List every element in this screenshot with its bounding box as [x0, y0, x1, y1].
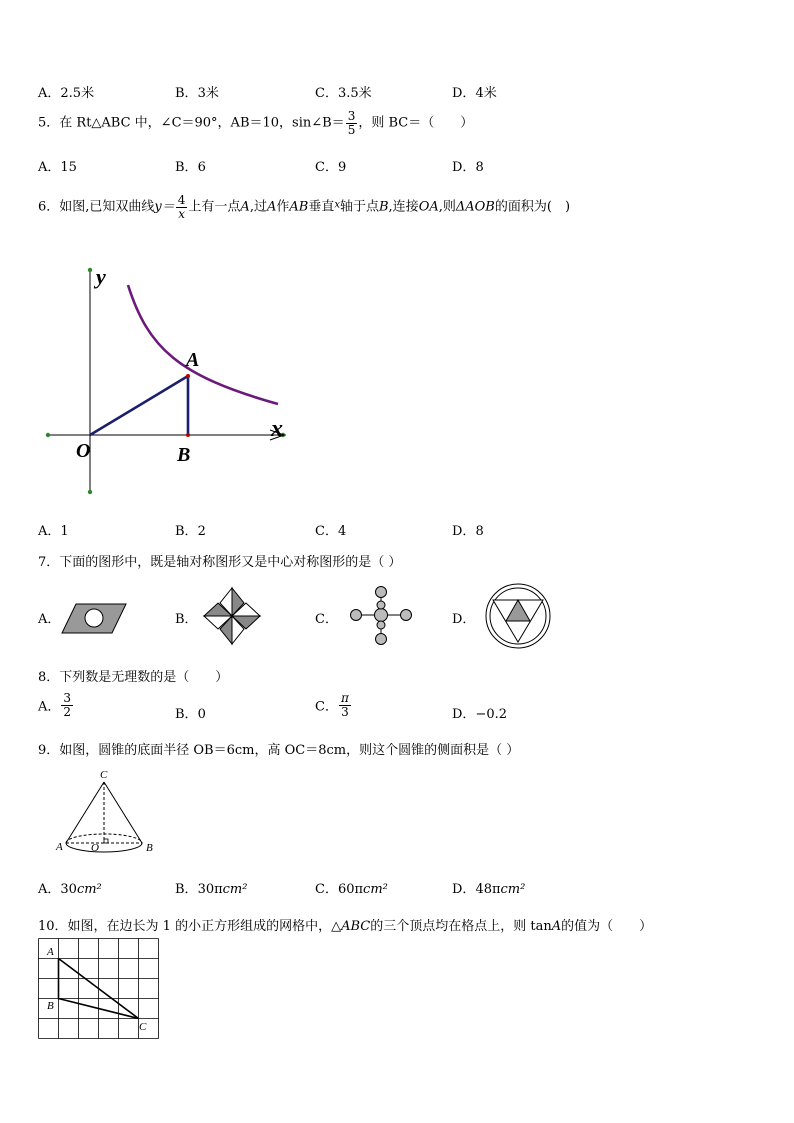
- q6-option-c: C．4: [315, 524, 347, 539]
- q5-option-a: A．15: [38, 160, 77, 175]
- q6-fraction: $\frac{4}{x}$: [177, 193, 186, 221]
- label-c: C: [139, 1021, 147, 1033]
- q5-option-b: B．6: [175, 160, 206, 175]
- hyperbola-curve: [128, 285, 278, 404]
- q7-figure-c: [348, 586, 414, 646]
- q9-option-a: A．30cm²: [38, 882, 102, 897]
- q7-figure-d: [483, 582, 553, 650]
- q7-figure-b: [200, 585, 264, 647]
- q7-option-c-label: C．: [315, 612, 338, 627]
- q5-stem: 5．在 Rt△ABC 中，∠C＝90°，AB＝10，sin∠B＝ $\frac{3}{5}$ ，则 BC＝（ ）: [38, 109, 474, 137]
- label-o: O: [76, 440, 91, 462]
- q8-stem: 8．下列数是无理数的是（ ）: [38, 670, 229, 685]
- q5-fraction: $\frac{3}{5}$: [347, 109, 356, 137]
- q5-option-c: C．9: [315, 160, 347, 175]
- q8-option-b: B．0: [175, 707, 206, 722]
- q4-option-b: B．3米: [175, 86, 219, 101]
- q8-option-c: C． $\frac{\pi}{3}$: [315, 691, 349, 719]
- label-o: O: [91, 842, 99, 854]
- q8-option-d: D．−0.2: [452, 707, 508, 722]
- q7-option-a-label: A．: [38, 612, 61, 627]
- q6-stem: 6．如图,已知双曲线y＝ $\frac{4}{x}$ 上有一点A,过A作AB垂直$^x$轴于点B,连接OA,则ΔAOB的面积为( ): [38, 193, 571, 221]
- right-angle-mark: [104, 839, 108, 843]
- q9-option-b: B．30πcm²: [175, 882, 248, 897]
- label-a: A: [56, 841, 63, 853]
- q6-option-a: A．1: [38, 524, 69, 539]
- label-a: A: [47, 946, 54, 958]
- point-a: [186, 374, 190, 378]
- q9-option-c: C．60πcm²: [315, 882, 388, 897]
- label-a: A: [186, 349, 200, 371]
- q5-option-d: D．8: [452, 160, 484, 175]
- label-b: B: [177, 444, 191, 466]
- q7-option-b-label: B．: [175, 612, 198, 627]
- segment-oa: [90, 376, 188, 435]
- point-b: [186, 433, 190, 437]
- axis-end-point: [88, 268, 92, 272]
- q9-stem: 9．如图，圆锥的底面半径 OB＝6cm，高 OC＝8cm，则这个圆锥的侧面积是（ ）: [38, 743, 520, 758]
- q10-stem: 10．如图，在边长为 1 的小正方形组成的网格中，△ABC的三个顶点均在格点上，则 tanA的值为（ ）: [38, 919, 653, 934]
- q7-figure-a: [60, 600, 128, 636]
- q7-option-d-label: D．: [452, 612, 476, 627]
- q6-option-b: B．2: [175, 524, 206, 539]
- q7-stem: 7．下面的图形中，既是轴对称图形又是中心对称图形的是（ ）: [38, 555, 402, 570]
- grid-figure: [38, 938, 160, 1040]
- q4-option-a: A．2.5米: [38, 86, 95, 101]
- axis-end-point: [46, 433, 50, 437]
- cone-base-front: [66, 843, 142, 852]
- cone-figure: [54, 766, 164, 860]
- label-x: x: [271, 416, 283, 442]
- q9-option-d: D．48πcm²: [452, 882, 526, 897]
- label-c: C: [100, 769, 108, 781]
- label-b: B: [47, 1000, 54, 1012]
- q6-option-d: D．8: [452, 524, 484, 539]
- q4-option-d: D．4米: [452, 86, 497, 101]
- axis-end-point: [88, 490, 92, 494]
- q8-option-a: A． $\frac{3}{2}$: [38, 691, 72, 719]
- q4-option-c: C．3.5米: [315, 86, 372, 101]
- hyperbola-figure: [38, 258, 298, 498]
- label-b: B: [146, 842, 153, 854]
- label-y: y: [96, 264, 106, 289]
- cone-edge-left: [66, 782, 104, 843]
